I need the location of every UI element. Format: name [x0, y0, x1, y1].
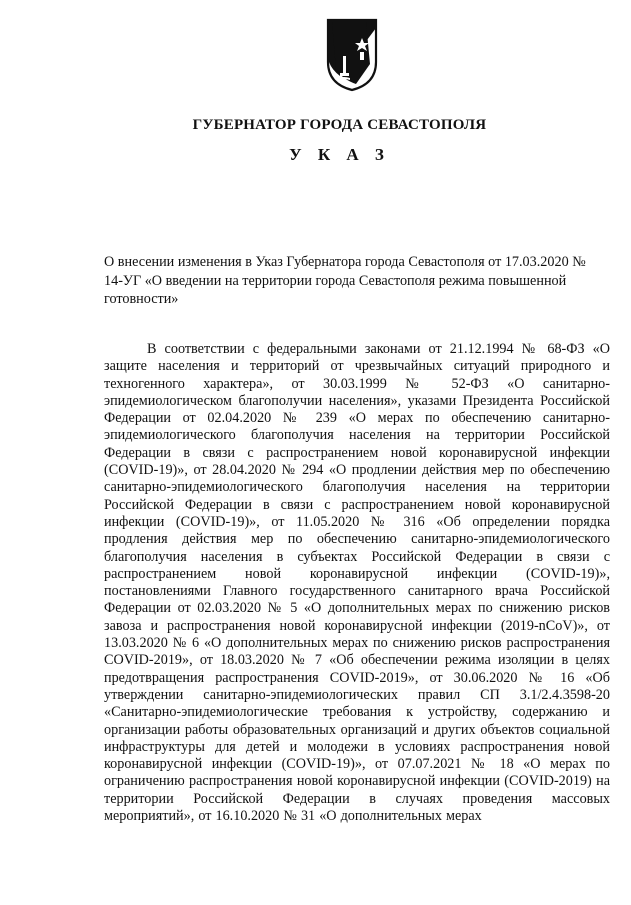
document-type-heading: У К А З [289, 145, 390, 164]
decree-body-paragraph: В соответствии с федеральными законами от 21.12.1994 № 68-ФЗ «О защите населения и территорий от чрезвычайных ситуаций природного и техногенного характера», от 30.03.1999 № 52-ФЗ «О санитарно-эпидемиологическом благополучии населения», указами Президента Российской Федерации от 02.04.2020 № 239 «О мерах по обеспечению санитарно-эпидемиологического благополучия населения на территории Российской Федерации в связи с распространением новой коронавирусной инфекции (COVID-19)», от 28.04.2020 № 294 «О продлении действия мер по обеспечению санитарно-эпидемиологического благополучия населения на территории Российской Федерации в связи с распространением новой коронавирусной инфекции (COVID-19)», от 11.05.2020 № 316 «Об определении порядка продления действия мер по обеспечению санитарно-эпидемиологического благополучия населения в субъектах Российской Федерации в связи с распространением новой коронавирусной инфекции (COVID-19)», постановлениями Главного государственного санитарного врача Российской Федерации от 02.03.2020 № 5 «О дополнительных мерах по снижению рисков завоза и распространения новой коронавирусной инфекции (2019-nCoV)», от 13.03.2020 № 6 «О дополнительных мерах по снижению рисков распространения COVID-2019», от 18.03.2020 № 7 «Об обеспечении режима изоляции в целях предотвращения распространения COVID-2019», от 30.06.2020 № 16 «Об утверждении санитарно-эпидемиологических правил СП 3.1/2.4.3598-20 «Санитарно-эпидемиологические требования к устройству, содержанию и организации работы образовательных организаций и других объектов социальной инфраструктуры для детей и молодежи в условиях распространения новой коронавирусной инфекции (COVID-19)», от 07.07.2021 № 18 «О мерах по ограничению распространения новой коронавирусной инфекции (COVID-2019) на территории Российской Федерации в случаях проведения массовых мероприятий», от 16.10.2020 № 31 «О дополнительных мерах [104, 341, 610, 825]
authority-heading: ГУБЕРНАТОР ГОРОДА СЕВАСТОПОЛЯ [192, 117, 487, 133]
sevastopol-coat-of-arms-icon [326, 18, 378, 92]
decree-subject: О внесении изменения в Указ Губернатора города Севастополя от 17.03.2020 № 14-УГ «О введении на территории города Севастополя режима повышенной готовности» [104, 254, 586, 307]
